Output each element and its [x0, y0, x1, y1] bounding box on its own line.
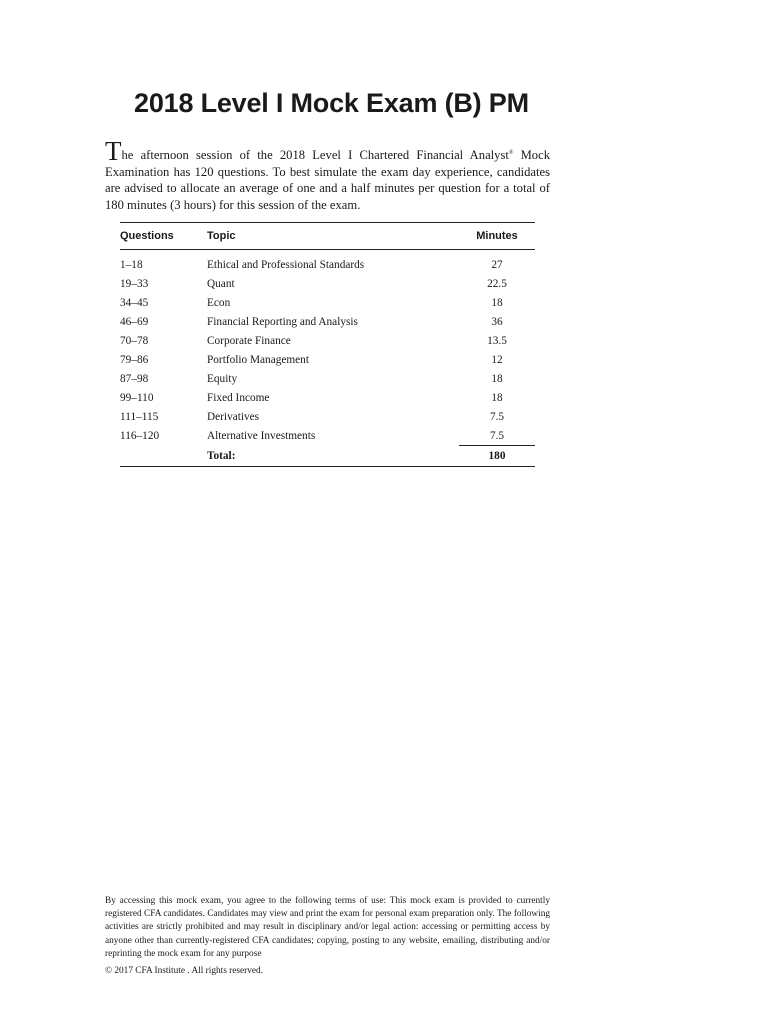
- table-row: [120, 312, 535, 331]
- cell-questions: 46–69: [120, 315, 149, 328]
- cell-minutes: 22.5: [487, 277, 507, 290]
- table-row: [120, 331, 535, 350]
- cell-questions: 87–98: [120, 372, 149, 385]
- header-topic: Topic: [207, 223, 459, 250]
- cell-questions: 111–115: [120, 410, 159, 423]
- cell-questions: 1–18: [120, 258, 143, 271]
- table-row: [120, 350, 535, 369]
- header-questions: Questions: [120, 223, 207, 250]
- page-title: 2018 Level I Mock Exam (B) PM: [134, 88, 529, 118]
- total-label: Total:: [207, 446, 459, 467]
- table-row: [120, 407, 535, 426]
- header-minutes: Minutes: [459, 223, 535, 250]
- cell-questions: 79–86: [120, 353, 149, 366]
- table-row: [120, 426, 535, 446]
- cell-questions: 99–110: [120, 391, 154, 404]
- total-row: [120, 446, 535, 467]
- cell-minutes: 12: [491, 353, 503, 366]
- cell-topic: Alternative Investments: [207, 429, 316, 442]
- cell-minutes: 7.5: [489, 410, 505, 423]
- intro-paragraph: [105, 136, 550, 213]
- cell-minutes: 7.5: [489, 429, 505, 442]
- cell-topic: Financial Reporting and Analysis: [207, 315, 358, 328]
- cell-questions: 116–120: [120, 429, 160, 442]
- registered-mark: ®: [508, 149, 514, 156]
- cell-topic: Derivatives: [207, 410, 260, 423]
- table-body: [120, 250, 535, 467]
- terms-of-use: By accessing this mock exam, you agree to the following terms of use: This mock exam is provided to currently registered CFA candidates. Candidates may view and print the exam for personal exam preparation only. The following activities are strictly prohibited and may result in disciplinary and/or legal action: accessing or permitting access by anyone other than currently-registered CFA candidates; copying, posting to any website, emailing, distributing and/or reprinting the mock exam for any purpose: [105, 896, 550, 959]
- table-header-row: [120, 223, 535, 250]
- cell-minutes: 18: [491, 296, 503, 309]
- cell-topic: Equity: [207, 372, 238, 385]
- table-row: [120, 250, 535, 275]
- cell-minutes: 27: [491, 258, 503, 271]
- table-row: [120, 388, 535, 407]
- cell-topic: Quant: [207, 277, 235, 290]
- table-row: [120, 274, 535, 293]
- intro-text-end: Mock Examination has 120 questions. To best simulate the exam day experience, candidates are advised to allocate an average of one and a half minutes per question for a total of 180 minutes (3 hours) for this session of the exam.: [105, 148, 550, 212]
- table-row: [120, 369, 535, 388]
- exam-schedule-table: [120, 222, 535, 467]
- cell-topic: Corporate Finance: [207, 334, 291, 347]
- cell-topic: Portfolio Management: [207, 353, 309, 366]
- table-row: [120, 293, 535, 312]
- copyright-notice: © 2017 CFA Institute . All rights reserved.: [105, 966, 263, 976]
- cell-empty: [120, 446, 207, 467]
- cell-topic: Econ: [207, 296, 231, 309]
- cell-questions: 34–45: [120, 296, 149, 309]
- cell-questions: 19–33: [120, 277, 149, 290]
- cell-questions: 70–78: [120, 334, 149, 347]
- cell-minutes: 18: [491, 372, 503, 385]
- intro-dropcap: T: [105, 136, 122, 166]
- cell-topic: Fixed Income: [207, 391, 270, 404]
- total-minutes: 180: [459, 446, 535, 467]
- cell-topic: Ethical and Professional Standards: [207, 258, 365, 271]
- cell-minutes: 36: [491, 315, 503, 328]
- cell-minutes: 18: [491, 391, 503, 404]
- intro-text-start: he afternoon session of the 2018 Level I Chartered Financial Analyst: [121, 148, 509, 162]
- cell-minutes: 13.5: [487, 334, 507, 347]
